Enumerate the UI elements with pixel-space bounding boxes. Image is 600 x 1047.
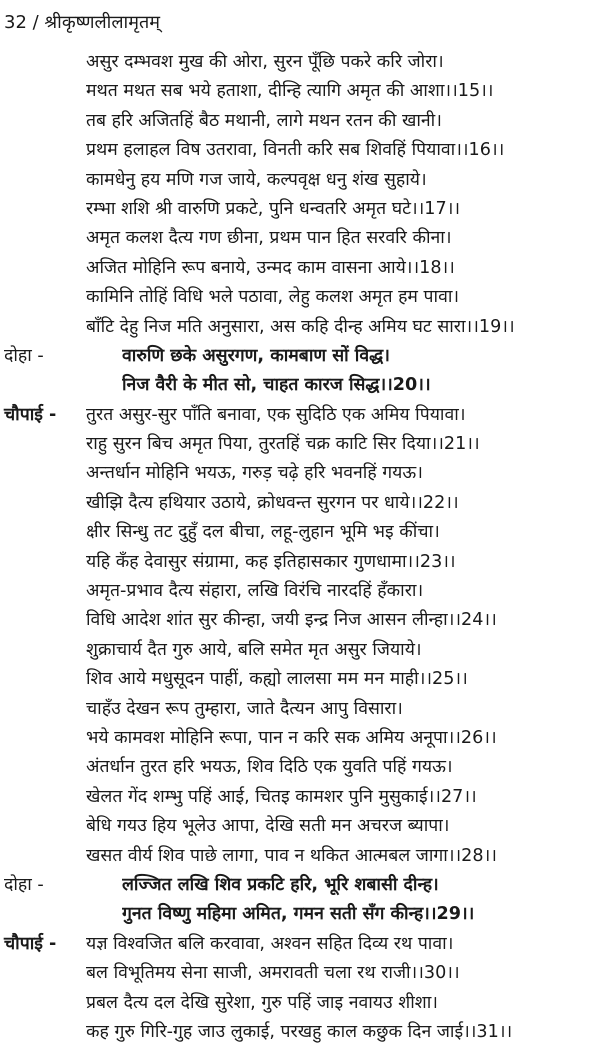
verse-line	[0, 871, 600, 900]
header-separator: /	[26, 12, 45, 33]
verse-line	[0, 989, 600, 1018]
verse-line	[0, 107, 600, 136]
book-title: श्रीकृष्णलीलामृतम्	[44, 12, 160, 33]
verse-line	[0, 959, 600, 988]
verse-line	[0, 900, 600, 929]
verse-line	[0, 342, 600, 371]
verse-line	[0, 518, 600, 547]
verse-line	[0, 577, 600, 606]
verse-line	[0, 695, 600, 724]
chaupai-text: प्रथम हलाहल विष उतरावा, विनती करि सब शिवहिं पियावा।।16।।	[86, 140, 505, 161]
chaupai-text: शुक्राचार्य दैत गुरु आये, बलि समेत मृत असुर जियाये।	[86, 639, 422, 660]
chaupai-text: राहु सुरन बिच अमृत पिया, तुरतहिं चक्र काटि सिर दिया।।21।।	[86, 434, 480, 455]
verse-line	[0, 842, 600, 871]
chaupai-text: क्षीर सिन्धु तट दुहुँ दल बीचा, लहू-लुहान भूमि भइ कींचा।	[86, 522, 440, 543]
verse-line	[0, 254, 600, 283]
chaupai-text: प्रबल दैत्य दल देखि सुरेशा, गुरु पहिं जाइ नवायउ शीशा।	[86, 992, 438, 1013]
verse-line	[0, 812, 600, 841]
chaupai-text: खेलत गेंद शम्भु पहिं आई, चितइ कामशर पुनि मुसुकाई।।27।।	[86, 786, 477, 807]
chaupai-text: रम्भा शशि श्री वारुणि प्रकटे, पुनि धन्वतरि अमृत घटे।।17।।	[86, 198, 461, 219]
verse-line	[0, 401, 600, 430]
doha-text: वारुणि छके असुरगण, कामबाण सों विद्ध।	[122, 345, 390, 366]
verse-line	[0, 224, 600, 253]
verse-line	[0, 283, 600, 312]
page-header	[4, 8, 160, 38]
verse-line	[0, 606, 600, 635]
verse-lines	[0, 48, 600, 1047]
chaupai-text: मथत मथत सब भये हताशा, दीन्हि त्यागि अमृत की आशा।।15।।	[86, 81, 494, 102]
verse-line	[0, 48, 600, 77]
verse-line	[0, 930, 600, 959]
verse-line	[0, 1018, 600, 1047]
chaupai-text: विधि आदेश शांत सुर कीन्हा, जयी इन्द्र निज आसन लीन्हा।।24।।	[86, 610, 497, 631]
chaupai-text: तब हरि अजितहिं बैठ मथानी, लागे मथन रतन की खानी।	[86, 110, 442, 131]
verse-line	[0, 548, 600, 577]
chaupai-text: बल विभूतिमय सेना साजी, अमरावती चला रथ राजी।।30।।	[86, 963, 460, 984]
verse-line	[0, 489, 600, 518]
chaupai-text: अन्तर्धान मोहिनि भयऊ, गरुड़ चढ़े हरि भवनहिं गयऊ।	[86, 463, 423, 484]
chaupai-text: अंतर्धान तुरत हरि भयऊ, शिव दिठि एक युवति पहिं गयऊ।	[86, 757, 453, 778]
doha-text: निज वैरी के मीत सो, चाहत कारज सिद्ध।।20।।	[122, 375, 431, 396]
chaupai-text: तुरत असुर-सुर पाँति बनावा, एक सुदिठि एक अमिय पियावा।	[86, 404, 466, 425]
chaupai-text: कह गुरु गिरि-गुह जाउ लुकाई, परखहु काल कछुक दिन जाई।।31।।	[86, 1021, 513, 1042]
chaupai-text: यहि कँह देवासुर संग्रामा, कह इतिहासकार गुणधामा।।23।।	[86, 551, 456, 572]
chaupai-text: असुर दम्भवश मुख की ओरा, सुरन पूँछि पकरे करि जोरा।	[86, 52, 444, 72]
verse-line	[0, 166, 600, 195]
verse-line	[0, 77, 600, 106]
verse-line	[0, 195, 600, 224]
chaupai-text: अजित मोहिनि रूप बनाये, उन्मद काम वासना आये।।18।।	[86, 257, 455, 278]
chaupai-label: चौपाई -	[4, 404, 57, 425]
doha-text: गुनत विष्णु महिमा अमित, गमन सती सँग कीन्ह।।29।।	[122, 904, 475, 925]
chaupai-text: बेधि गयउ हिय भूलेउ आपा, देखि सती मन अचरज ब्यापा।	[86, 816, 450, 837]
chaupai-text: कामधेनु हय मणि गज जाये, कल्पवृक्ष धनु शंख सुहाये।	[86, 169, 427, 190]
verse-line	[0, 136, 600, 165]
doha-text: लज्जित लखि शिव प्रकटि हरि, भूरि शबासी दीन्ह।	[122, 874, 439, 895]
chaupai-text: भये कामवश मोहिनि रूपा, पान न करि सक अमिय अनूपा।।26।।	[86, 727, 497, 748]
verse-line	[0, 430, 600, 459]
verse-line	[0, 665, 600, 694]
chaupai-text: बाँटि देहु निज मति अनुसारा, अस कहि दीन्ह अमिय घट सारा।।19।।	[86, 316, 515, 337]
page-number: 32	[4, 12, 27, 33]
chaupai-text: अमृत कलश दैत्य गण छीना, प्रथम पान हित सरवरि कीना।	[86, 228, 452, 249]
verse-line	[0, 753, 600, 782]
chaupai-text: अमृत-प्रभाव दैत्य संहारा, लखि विरंचि नारदहिं हँकारा।	[86, 581, 424, 602]
verse-line	[0, 313, 600, 342]
chaupai-label: चौपाई -	[4, 933, 57, 954]
chaupai-text: खसत वीर्य शिव पाछे लागा, पाव न थकित आत्मबल जागा।।28।।	[86, 845, 497, 866]
verse-line	[0, 636, 600, 665]
chaupai-text: कामिनि तोहिं विधि भले पठावा, लेहु कलश अमृत हम पावा।	[86, 287, 460, 308]
chaupai-text: खीझि दैत्य हथियार उठाये, क्रोधवन्त सुरगन पर धाये।।22।।	[86, 492, 459, 513]
doha-label: दोहा -	[4, 874, 44, 895]
verse-line	[0, 724, 600, 753]
verse-line	[0, 371, 600, 400]
verse-line	[0, 783, 600, 812]
verse-line	[0, 459, 600, 488]
chaupai-text: शिव आये मधुसूदन पाहीं, कह्यो लालसा मम मन माही।।25।।	[86, 669, 468, 690]
doha-label: दोहा -	[4, 345, 44, 366]
chaupai-text: चाहँउ देखन रूप तुम्हारा, जाते दैत्यन आपु विसारा।	[86, 698, 403, 719]
chaupai-text: यज्ञ विश्वजित बलि करवावा, अश्वन सहित दिव्य रथ पावा।	[86, 933, 454, 954]
